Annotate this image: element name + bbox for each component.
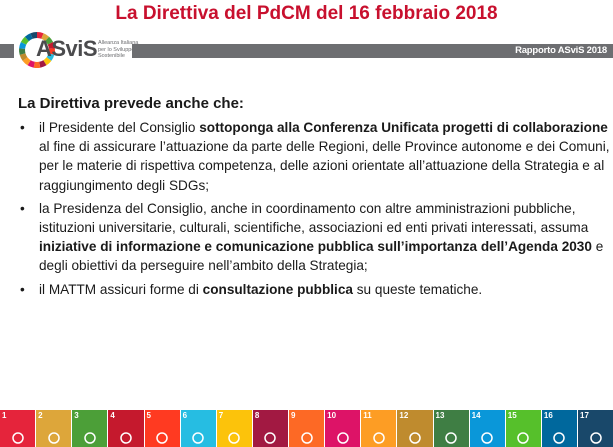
sdg-goal-icon [262,431,278,445]
sdg-goal-number: 15 [507,411,517,420]
sdg-goal-icon [588,431,604,445]
sdg-goal-number: 10 [327,411,337,420]
logo-ring-segment [29,63,34,65]
sdg-goal-icon [479,431,495,445]
sdg-goal-tile [145,410,180,447]
slide-title: La Direttiva del PdCM del 16 febbraio 2018 [115,3,498,24]
sdg-goal-number: 14 [471,411,481,420]
sdg-goal-number: 3 [74,411,79,420]
sdg-goal-icon [154,431,170,445]
sdg-goal-number: 2 [38,411,43,420]
sdg-goal-number: 7 [218,411,224,420]
sdg-goal-number: 1 [2,411,7,420]
sdg-goal-tile [181,410,216,447]
sdg-goal-tile [325,410,360,447]
bullet-glyph: • [20,200,25,216]
bullet-text: il Presidente del Consiglio [39,120,200,135]
sdg-goal-number: 16 [543,411,553,420]
sdg-goal-tile [217,410,252,447]
sdg-goal-tile [108,410,143,447]
bullet-emphasis: sottoponga alla Conferenza Unificata progetti di collaborazione [199,120,608,135]
sdg-goal-number: 5 [146,411,151,420]
sdg-goal-number: 4 [110,411,115,420]
sdg-goal-tile [434,410,469,447]
sdg-goal-number: 17 [580,411,589,420]
sdg-goals-bar [0,410,613,447]
logo-ring-segment [27,36,32,39]
bullet-emphasis: iniziative di informazione e comunicazione pubblica sull’importanza dell’Agenda 2030 [39,239,592,255]
bullet-text: la Presidenza del Consiglio, anche in coordinamento con altre amministrazioni pubbliche, istituzioni universitarie, culturali, scientifiche, associazioni ed enti privati interessati, assuma [39,200,589,236]
logo-ring-segment [40,63,45,65]
asvis-logo [14,28,139,72]
sdg-goal-icon [118,431,134,445]
sdg-goal-icon [299,431,315,445]
bullet-text: al fine di assicurare l’attuazione da parte delle Regioni, delle Province autonome e dei Comuni, per le materie di rispettiva competenza, delle azioni orientate all’attuazione della Strategia e al raggiungimento degli SDGs; [39,139,610,193]
sdg-goal-tile [542,410,577,447]
logo-tagline: Alleanza Italiana per lo Sviluppo Sostenibile [98,40,139,59]
logo-ring-segment [22,49,23,54]
bullet-item [18,280,610,299]
sdg-goal-icon [371,431,387,445]
logo-ring-segment [25,59,29,63]
sdg-goal-tile [253,410,288,447]
sdg-goal-icon [190,431,206,445]
bullet-text: su queste tematiche. [352,281,483,297]
sdg-goal-number: 8 [254,411,260,420]
logo-ring-segment [24,39,27,43]
sdg-goal-tile [397,410,432,447]
intro-text: La Direttiva prevede anche che: [18,95,244,112]
bullet-text: il MATTM assicuri forme di [39,281,203,297]
logo-ring-segment [23,54,25,59]
sdg-goal-tile [506,410,541,447]
sdg-goal-tile [361,410,396,447]
sdg-goal-icon [46,431,62,445]
sdg-goal-icon [407,431,423,445]
logo-name: ASviS [36,36,98,61]
bullet-item [18,199,610,276]
sdg-goal-icon [443,431,459,445]
sdg-goal-number: 11 [363,411,372,420]
sdg-goal-icon [10,431,26,445]
bullet-glyph: • [20,281,25,297]
sdg-goal-icon [82,431,98,445]
sdg-goal-tile [289,410,324,447]
sdg-goal-tile [72,410,107,447]
bullet-emphasis: consultazione pubblica [202,281,353,297]
logo-ring-segment [22,43,24,48]
sdg-goal-icon [515,431,531,445]
bullet-item [18,118,610,195]
sdg-goal-tile [578,410,613,447]
band-caption: Rapporto ASviS 2018 [515,45,607,56]
sdg-goal-tile [0,410,35,447]
slide-content [18,94,610,303]
sdg-goal-icon [551,431,567,445]
bullet-text: e degli obiettivi da perseguire nell’ambito della Strategia; [39,239,604,274]
sdg-goal-number: 9 [291,411,296,420]
sdg-goal-number: 12 [399,411,409,420]
sdg-goal-tile [470,410,505,447]
bullet-glyph: • [20,120,25,135]
bullet-list [18,118,610,299]
sdg-goal-number: 6 [182,411,188,420]
sdg-goal-tile [36,410,71,447]
sdg-goal-icon [335,431,351,445]
sdg-goal-icon [226,431,242,445]
sdg-goal-number: 13 [435,411,445,420]
